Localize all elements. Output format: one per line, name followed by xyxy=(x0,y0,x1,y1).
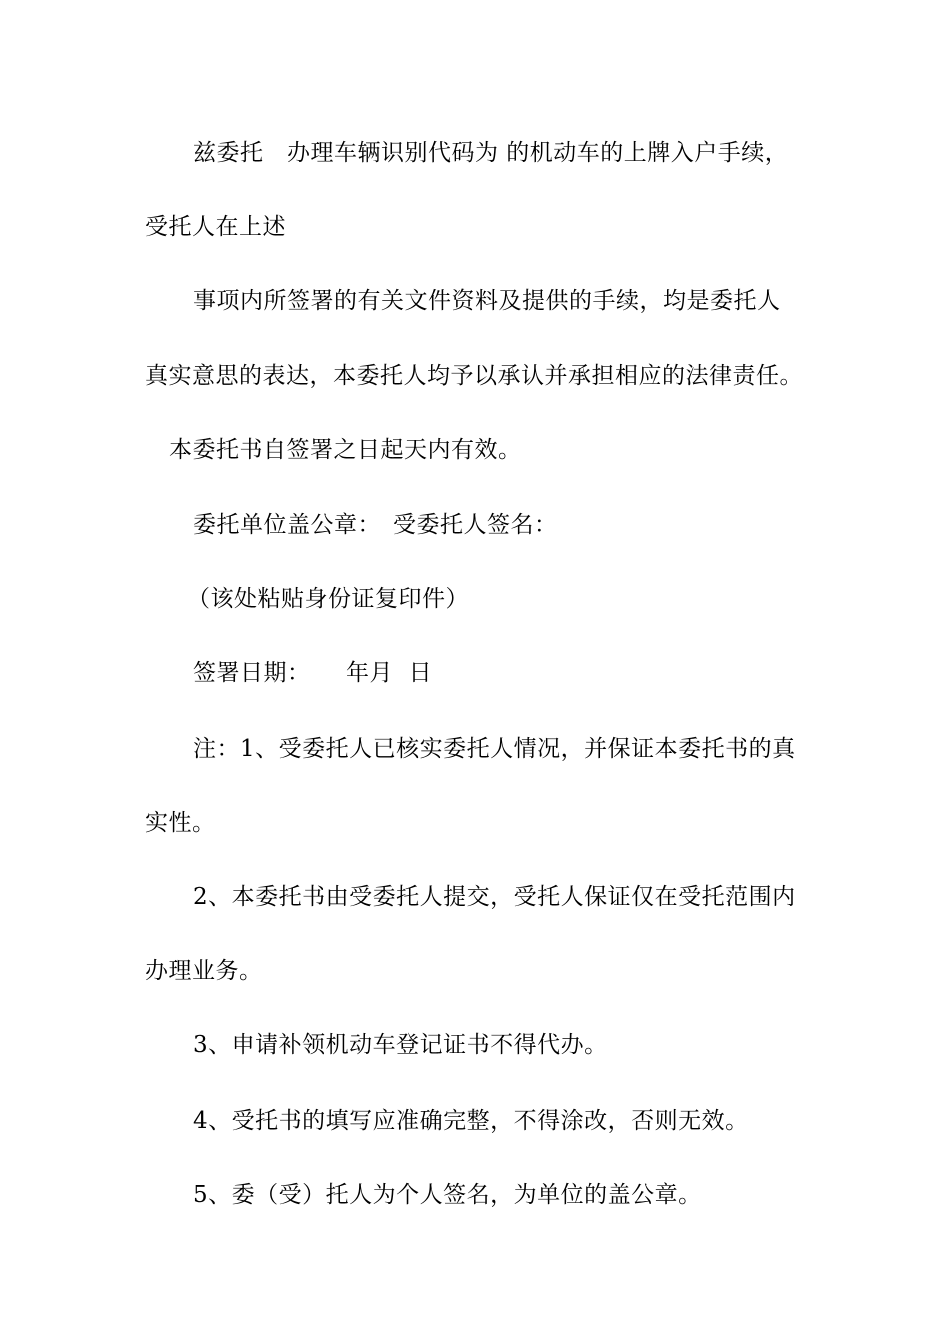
note-2-line-2: 办理业务。 xyxy=(145,958,263,984)
note-1-line-1: 注：1、受委托人已核实委托人情况，并保证本委托书的真 xyxy=(193,736,796,762)
note-4: 4、受托书的填写应准确完整，不得涂改，否则无效。 xyxy=(193,1108,749,1134)
note-1-line-2: 实性。 xyxy=(145,810,216,836)
note-3: 3、申请补领机动车登记证书不得代办。 xyxy=(193,1032,608,1058)
paragraph-documents-line-2: 真实意思的表达，本委托人均予以承认并承担相应的法律责任。 xyxy=(145,363,803,389)
id-copy-note: （该处粘贴身份证复印件） xyxy=(187,586,469,612)
validity-line: 本委托书自签署之日起天内有效。 xyxy=(169,437,522,463)
note-2-line-1: 2、本委托书由受委托人提交，受托人保证仅在受托范围内 xyxy=(193,884,796,910)
note-5: 5、委（受）托人为个人签名，为单位的盖公章。 xyxy=(193,1182,702,1208)
paragraph-entrust-line-1: 兹委托 办理车辆识别代码为 的机动车的上牌入户手续， xyxy=(193,140,789,166)
sign-date-line: 签署日期： 年月 日 xyxy=(193,660,433,686)
signature-line: 委托单位盖公章： 受委托人签名： xyxy=(193,512,558,538)
paragraph-entrust-line-2: 受托人在上述 xyxy=(145,214,286,240)
paragraph-documents-line-1: 事项内所签署的有关文件资料及提供的手续，均是委托人 xyxy=(193,288,781,314)
